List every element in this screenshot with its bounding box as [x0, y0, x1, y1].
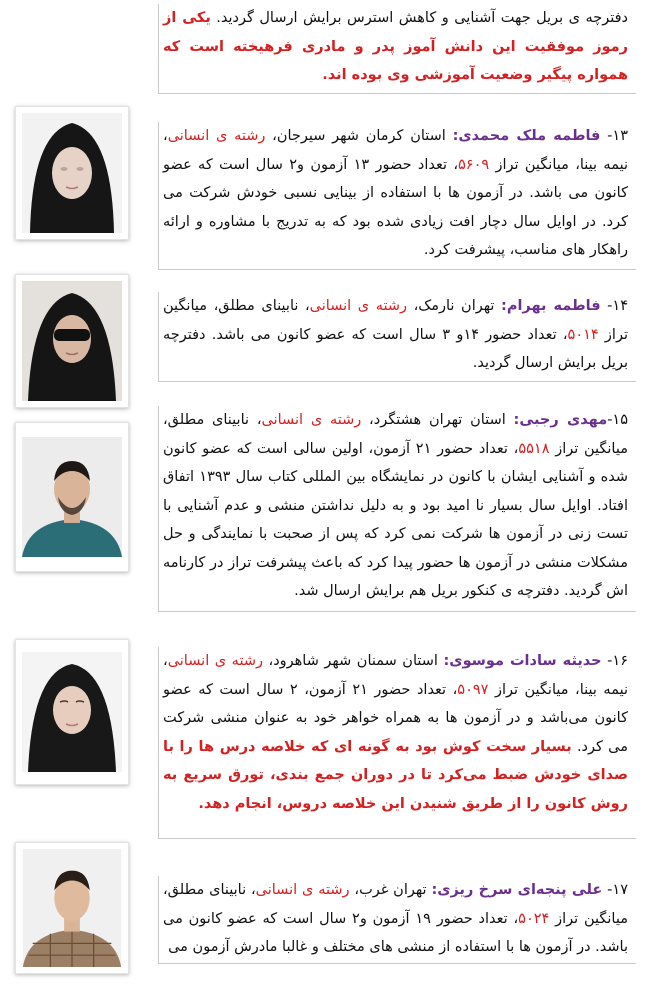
- student-name: علی پنجه‌ای سرخ ریزی:: [431, 882, 603, 898]
- student-name: فاطمه بهرام:: [501, 298, 601, 314]
- student-name: فاطمه ملک محمدی:: [452, 128, 601, 144]
- entry-text: ، تعداد حضور ۱۳ آزمون و۲ سال است که عضو کانون می باشد. در آزمون ها با استفاده از بینایی نسبی خودش شرکت می کرد. در اوایل سال دچار افت زیادی شده بود که به تدریج با مشاوره و ارائه راهکار های مناسب، پیشرفت کرد.: [163, 156, 628, 258]
- field-label: رشته ی انسانی: [255, 882, 350, 898]
- entry-highlight: بسیار سخت کوش بود به گونه ای که خلاصه درس ها را با صدای خودش ضبط می‌کرد تا در دوران جمع بندی، تورق سریع به روش کانون را از طریق شنیدن این خلاصه دروس، انجام دهد.: [163, 738, 628, 812]
- entry-text: استان تهران هشتگرد،: [361, 412, 514, 428]
- score-value: ۵۰۲۴: [518, 910, 550, 927]
- entry-text: ، نیمه بینا، میانگین تراز: [163, 653, 628, 698]
- student-name: حدیثه سادات موسوی:: [443, 653, 602, 669]
- intro-paragraph: [158, 4, 636, 94]
- entry-number: ۱۶-: [601, 653, 628, 669]
- entry-number: ۱۵-: [607, 412, 628, 428]
- entry-16: [158, 647, 636, 839]
- entry-number: ۱۴-: [600, 298, 628, 314]
- student-photo-13: [15, 106, 129, 240]
- entry-text: ، تعداد حضور ۲۱ آزمون، ۲ سال است که عضو کانون می‌باشد و در آزمون ها به همراه خواهر خود به عنوان منشی شرکت می کرد.: [163, 681, 629, 755]
- girl-portrait-icon: [22, 113, 122, 233]
- entry-text: تهران غرب،: [349, 882, 432, 898]
- girl-portrait-icon: [22, 281, 122, 401]
- score-value: ۵۶۰۹: [458, 156, 490, 173]
- entry-text: ، نابینای مطلق، میانگین تراز: [163, 298, 628, 343]
- entry-number: ۱۳-: [600, 128, 628, 144]
- entry-14: [158, 292, 636, 382]
- entry-13: [158, 122, 636, 270]
- intro-text: دفترچه ی بریل جهت آشنایی و کاهش استرس برایش ارسال گردید.: [216, 10, 628, 26]
- entry-text: استان کرمان شهر سیرجان،: [265, 128, 453, 144]
- entry-text: ، نیمه بینا، میانگین تراز: [163, 128, 628, 173]
- student-photo-17: [15, 842, 129, 974]
- entry-text: ، تعداد حضور ۱۹ آزمون و۲ سال است که عضو کانون می باشد. در آزمون ها با استفاده از منشی های مختلف و غالبا مادرش آزمون می: [163, 910, 628, 955]
- intro-highlight: یکی از رموز موفقیت این دانش آموز پدر و مادری فرهیخته است که همواره پیگیر وضعیت آموزشی وی بوده اند.: [163, 10, 628, 83]
- student-photo-15: [15, 422, 129, 572]
- boy-portrait-icon: [22, 849, 122, 967]
- entry-text: ، تعداد حضور ۱۴و ۳ سال است که عضو کانون می باشد. دفترچه بریل برایش ارسال گردید.: [163, 326, 628, 371]
- boy-portrait-icon: [22, 429, 122, 565]
- entry-text: ، نابینای مطلق، میانگین تراز: [163, 412, 628, 457]
- score-value: ۵۰۹۷: [457, 681, 489, 698]
- field-label: رشته ی انسانی: [167, 128, 266, 144]
- entry-text: تهران نارمک،: [407, 298, 502, 314]
- entry-number: ۱۷-: [602, 882, 628, 898]
- entry-15: [158, 406, 636, 612]
- entry-text: ، تعداد حضور ۲۱ آزمون، اولین سالی است که عضو کانون شده و آشنایی ایشان با کانون در نمایشگاه بین المللی کتاب سال ۱۳۹۳ اتفاق افتاد. اوایل سال بسیار نا امید بود و به دلیل نداشتن منشی و عدم آشنایی با تست زنی در آزمون ها شرکت نمی کرد که پس از صحبت با نمایندگی و حل مشکلات منشی در آزمون ها حضور پیدا کرد که باعث پیشرفت تراز در کارنامه اش گردید. دفترچه ی کنکور بریل هم برایش ارسال شد.: [163, 440, 628, 599]
- entry-17: [158, 876, 636, 964]
- score-value: ۵۰۱۴: [567, 326, 599, 343]
- field-label: رشته ی انسانی: [309, 298, 408, 314]
- field-label: رشته ی انسانی: [167, 653, 263, 669]
- girl-portrait-icon: [22, 646, 122, 778]
- student-photo-16: [15, 639, 129, 785]
- score-value: ۵۵۱۸: [518, 440, 550, 457]
- entry-text: استان سمنان شهر شاهرود،: [262, 653, 444, 669]
- student-photo-14: [15, 274, 129, 408]
- field-label: رشته ی انسانی: [261, 412, 362, 428]
- entry-text: ، نابینای مطلق، میانگین تراز: [163, 882, 628, 927]
- student-name: مهدی رجبی:: [513, 412, 608, 428]
